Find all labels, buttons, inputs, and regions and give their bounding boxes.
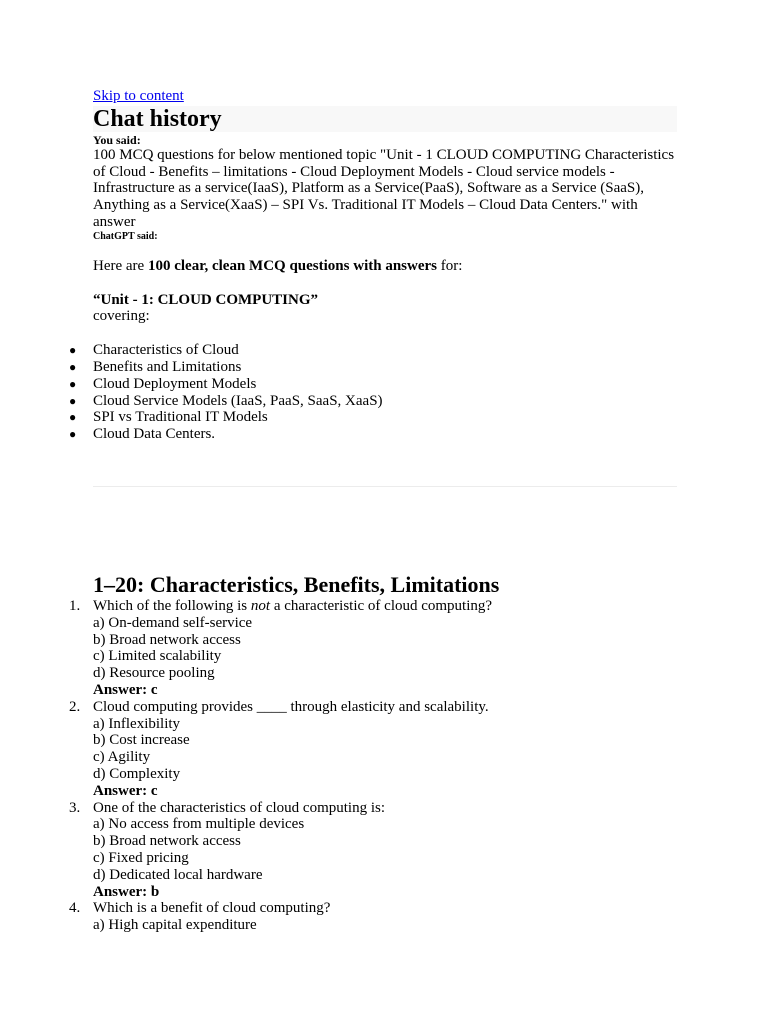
question-item (69, 799, 677, 901)
skip-to-content-link[interactable]: Skip to content (93, 88, 184, 104)
option-text: c) Agility (93, 749, 151, 766)
bullet-icon: ● (69, 343, 77, 358)
option-text: b) Broad network access (93, 631, 241, 648)
option-text: b) Broad network access (93, 833, 241, 850)
section-title: 1–20: Characteristics, Benefits, Limitations (93, 571, 500, 597)
list-item (69, 409, 677, 426)
unit-heading: “Unit - 1: CLOUD COMPUTING” (93, 291, 318, 308)
option-text: b) Cost increase (93, 732, 190, 749)
question-text: One of the characteristics of cloud computing is: (93, 799, 385, 816)
intro-suffix: for: (437, 257, 463, 274)
question-item (69, 597, 677, 699)
answer-text: Answer: c (93, 782, 158, 799)
question-text: Cloud computing provides ____ through elasticity and scalability. (93, 698, 489, 715)
option-text: a) High capital expenditure (93, 917, 257, 934)
answer-text: Answer: b (93, 883, 160, 900)
list-item (69, 392, 677, 410)
user-prompt: 100 MCQ questions for below mentioned topic "Unit - 1 CLOUD COMPUTING Characteristics of Cloud - Benefits – limitations - Cloud Deployment Models - Cloud service models - Infrastructure as a service(IaaS), Platform as a Service(PaaS), Software as a Service (SaaS), Anything as a Service(XaaS) – SPI Vs. Traditional IT Models – Cloud Data Centers." with answer (93, 146, 675, 230)
option-text: c) Limited scalability (93, 648, 222, 665)
topic-text: Cloud Data Centers. (93, 426, 216, 443)
bullet-icon: ● (69, 393, 77, 408)
intro-paragraph (93, 258, 677, 275)
section-divider (93, 486, 677, 487)
question-number: 3. (69, 799, 81, 816)
option-text: d) Dedicated local hardware (93, 866, 263, 883)
bullet-icon: ● (69, 376, 77, 391)
intro-prefix: Here are (93, 257, 148, 274)
chat-history-title: Chat history (93, 105, 222, 132)
covering-text: covering: (93, 308, 150, 325)
main-content (69, 88, 677, 934)
option-text: a) Inflexibility (93, 715, 181, 732)
chat-history-header (93, 106, 677, 132)
topics-list (69, 342, 677, 443)
unit-heading-paragraph (93, 292, 677, 326)
option-text: a) On-demand self-service (93, 614, 253, 631)
topic-text: Characteristics of Cloud (93, 342, 239, 359)
you-said-label: You said: (93, 132, 141, 147)
bullet-icon: ● (69, 359, 77, 374)
question-item (69, 900, 677, 934)
topic-text: Benefits and Limitations (93, 358, 242, 375)
option-text: c) Fixed pricing (93, 849, 189, 866)
chatgpt-said-label: ChatGPT said: (93, 230, 158, 242)
intro-bold: 100 clear, clean MCQ questions with answers (147, 257, 437, 274)
topic-text: SPI vs Traditional IT Models (93, 409, 268, 426)
option-text: d) Complexity (93, 765, 181, 782)
topic-text: Cloud Deployment Models (93, 375, 257, 392)
list-item (69, 342, 677, 359)
questions-list (69, 597, 677, 934)
topic-text: Cloud Service Models (IaaS, PaaS, SaaS, XaaS) (93, 392, 383, 409)
bullet-icon: ● (69, 410, 77, 425)
question-text: Which of the following is not a characteristic of cloud computing? (93, 597, 493, 614)
question-text: Which is a benefit of cloud computing? (93, 900, 331, 917)
question-item (69, 698, 677, 800)
list-item (69, 375, 677, 393)
question-number: 4. (69, 900, 81, 917)
answer-text: Answer: c (93, 681, 158, 698)
option-text: a) No access from multiple devices (93, 816, 305, 833)
question-number: 1. (69, 597, 81, 614)
bullet-icon: ● (69, 427, 77, 442)
list-item (69, 426, 677, 443)
question-number: 2. (69, 698, 81, 715)
option-text: d) Resource pooling (93, 665, 215, 682)
list-item (69, 358, 677, 376)
